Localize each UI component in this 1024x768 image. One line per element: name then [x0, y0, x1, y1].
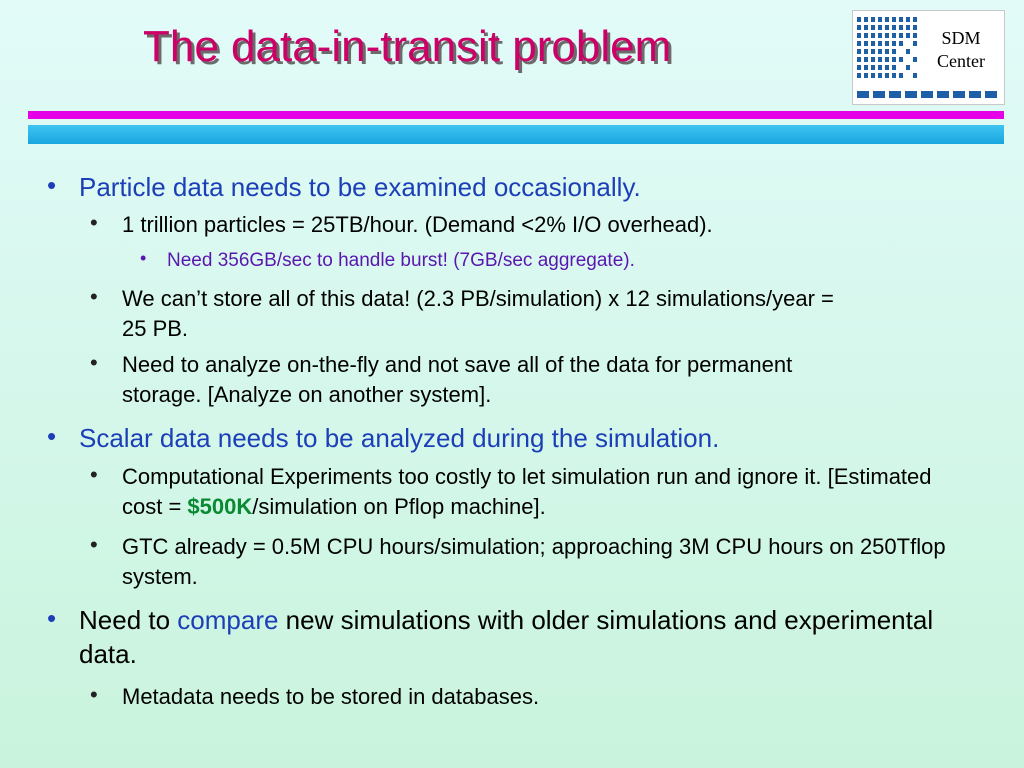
sub-sub-bullet-item [140, 248, 967, 274]
cost-text-pre: Computational Experiments too costly to let simulation run and ignore it. [Estimated cost = [122, 464, 932, 519]
sub-bullet-item [90, 350, 862, 410]
bullet-dot: • [90, 350, 98, 375]
compare-text-post: new simulations with older simulations and experimental data. [79, 605, 934, 669]
bullet-text: Scalar data needs to be analyzed during the simulation. [79, 423, 720, 453]
bullet-dot: • [47, 421, 57, 451]
sub-bullet-item [90, 462, 942, 522]
sub-bullet-item [90, 284, 842, 344]
sub-bullet-text [122, 462, 942, 522]
sub-bullet-item [90, 210, 942, 240]
bullet-dot: • [90, 532, 98, 557]
bullet-text: Particle data needs to be examined occasionally. [79, 172, 641, 202]
bullet-dot: • [90, 682, 98, 707]
bullet-dot: • [90, 462, 98, 487]
cost-text-post: /simulation on Pflop machine]. [252, 494, 546, 519]
bullet-dot: • [47, 170, 57, 200]
sub-bullet-item [90, 682, 942, 712]
bullet-dot: • [90, 284, 98, 309]
sdm-center-logo [852, 10, 1005, 105]
bullet-dot: • [47, 603, 57, 633]
sub-bullet-item [90, 532, 972, 592]
cost-highlight: $500K [187, 494, 253, 519]
sub-sub-bullet-text: Need 356GB/sec to handle burst! (7GB/sec aggregate). [167, 250, 635, 271]
sub-bullet-text: Need to analyze on-the-fly and not save all of the data for permanent storage. [Analyze on another system]. [122, 352, 793, 407]
compare-text-pre: Need to [79, 605, 178, 635]
compare-highlight: compare [177, 605, 279, 635]
bullet-item [47, 170, 959, 204]
header-rule-blue [28, 125, 1004, 144]
header-rule-magenta [28, 111, 1004, 119]
sub-bullet-text: 1 trillion particles = 25TB/hour. (Demand <2% I/O overhead). [122, 212, 713, 237]
sub-bullet-text: Metadata needs to be stored in databases. [122, 684, 540, 709]
bullet-item [47, 603, 959, 671]
sub-bullet-text: GTC already = 0.5M CPU hours/simulation; approaching 3M CPU hours on 250Tflop system. [122, 534, 946, 589]
logo-text [921, 27, 1001, 73]
bullet-item [47, 421, 959, 455]
bullet-dot: • [140, 248, 147, 268]
bullet-dot: • [90, 210, 98, 235]
sub-bullet-text: We can’t store all of this data! (2.3 PB/simulation) x 12 simulations/year = 25 PB. [122, 286, 834, 341]
logo-text-line2: Center [937, 51, 985, 71]
bullet-text [79, 603, 959, 671]
logo-text-line1: SDM [941, 28, 981, 48]
slide-title: The data-in-transit problem [143, 22, 672, 71]
